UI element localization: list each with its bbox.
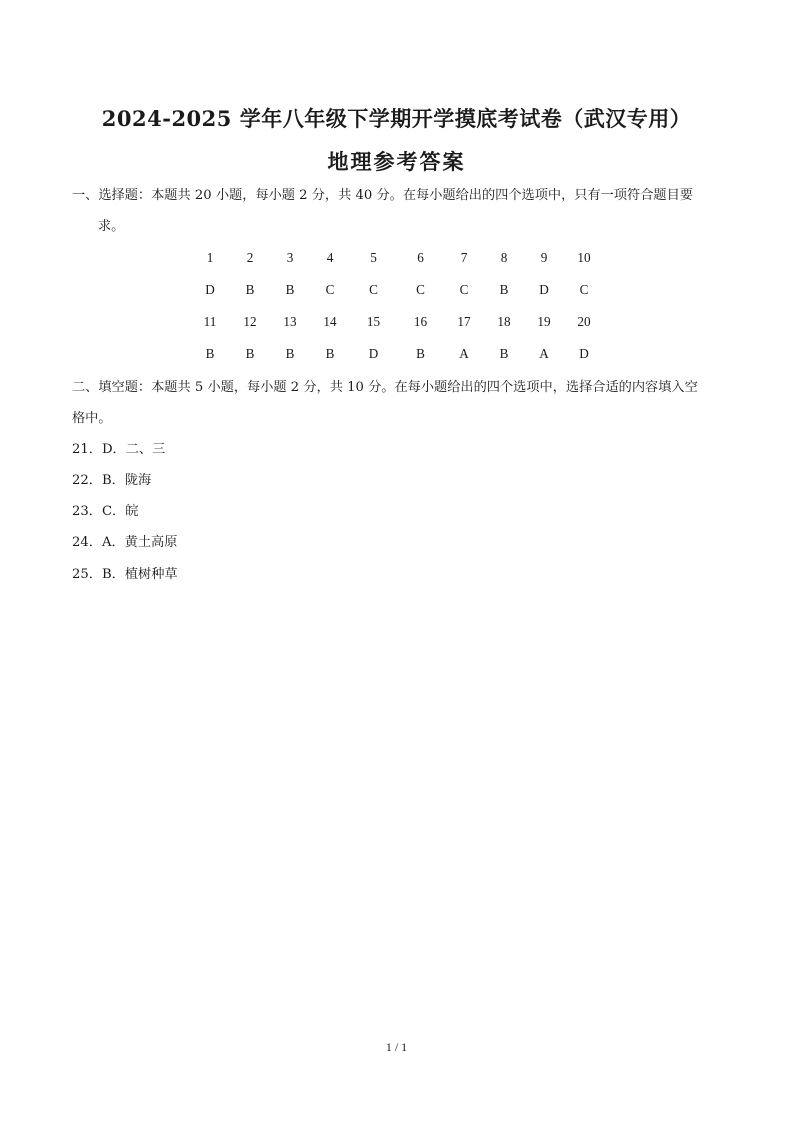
question-number: 14 xyxy=(323,314,337,329)
fill-answer-22: 22．B．陇海 xyxy=(72,473,152,488)
question-number: 4 xyxy=(326,250,334,265)
answer-cell: A xyxy=(539,346,549,361)
answer-cell: C xyxy=(579,282,589,297)
answer-cell: C xyxy=(325,282,335,297)
section2-line2: 格中。 xyxy=(72,411,112,426)
question-number: 2 xyxy=(246,250,254,265)
section2-instructions xyxy=(72,372,727,434)
answer-cell: B xyxy=(499,346,509,361)
question-number: 20 xyxy=(577,314,591,329)
answer-cell: B xyxy=(285,282,295,297)
answer-cell: B xyxy=(205,346,215,361)
question-number: 15 xyxy=(366,314,381,329)
answer-cell: C xyxy=(416,282,425,297)
answer-cell: C xyxy=(459,282,469,297)
section1-instructions xyxy=(72,180,727,242)
fill-answer-23: 23．C．皖 xyxy=(72,504,139,519)
section2-line1: 二、填空题：本题共 5 小题，每小题 2 分，共 10 分。在每小题给出的四个选项中，选择合适的内容填入空 xyxy=(72,380,698,395)
answer-cell: B xyxy=(416,346,425,361)
answer-cell: C xyxy=(369,282,378,297)
question-number: 6 xyxy=(417,250,424,265)
fill-answer-24: 24．A．黄土高原 xyxy=(72,535,178,550)
question-number-row xyxy=(190,242,604,274)
answer-cell: D xyxy=(539,282,549,297)
question-number: 10 xyxy=(577,250,591,265)
answer-cell: A xyxy=(459,346,469,361)
section1-line2: 求。 xyxy=(98,219,125,234)
question-number: 13 xyxy=(283,314,297,329)
fill-answer-25: 25．B．植树种草 xyxy=(72,567,178,582)
answer-row xyxy=(190,274,604,306)
question-number: 17 xyxy=(457,314,471,329)
answer-cell: B xyxy=(285,346,295,361)
fill-answer-21: 21．D．二、三 xyxy=(72,442,166,457)
answer-cell: B xyxy=(245,346,255,361)
question-number: 1 xyxy=(206,250,214,265)
question-number: 19 xyxy=(537,314,551,329)
question-number: 11 xyxy=(203,314,217,329)
page-number: 1 / 1 xyxy=(385,1040,408,1054)
question-number-row xyxy=(190,306,604,338)
section1-line1: 一、选择题：本题共 20 小题，每小题 2 分，共 40 分。在每小题给出的四个选项中，只有一项符合题目要 xyxy=(72,188,693,203)
question-number: 5 xyxy=(370,250,377,265)
question-number: 9 xyxy=(540,250,548,265)
question-number: 7 xyxy=(460,250,468,265)
page-subtitle: 地理参考答案 xyxy=(327,149,466,174)
question-number: 12 xyxy=(243,314,257,329)
answer-cell: D xyxy=(368,346,379,361)
question-number: 18 xyxy=(497,314,511,329)
question-number: 8 xyxy=(500,250,508,265)
answer-cell: B xyxy=(245,282,255,297)
answer-cell: D xyxy=(205,282,215,297)
answer-cell: D xyxy=(579,346,589,361)
question-number: 3 xyxy=(286,250,294,265)
answer-cell: B xyxy=(499,282,509,297)
answer-table xyxy=(190,242,604,370)
question-number: 16 xyxy=(413,314,428,329)
answer-cell: B xyxy=(325,346,335,361)
answer-row xyxy=(190,338,604,370)
page-title: 2024-2025 学年八年级下学期开学摸底考试卷（武汉专用） xyxy=(101,106,692,131)
